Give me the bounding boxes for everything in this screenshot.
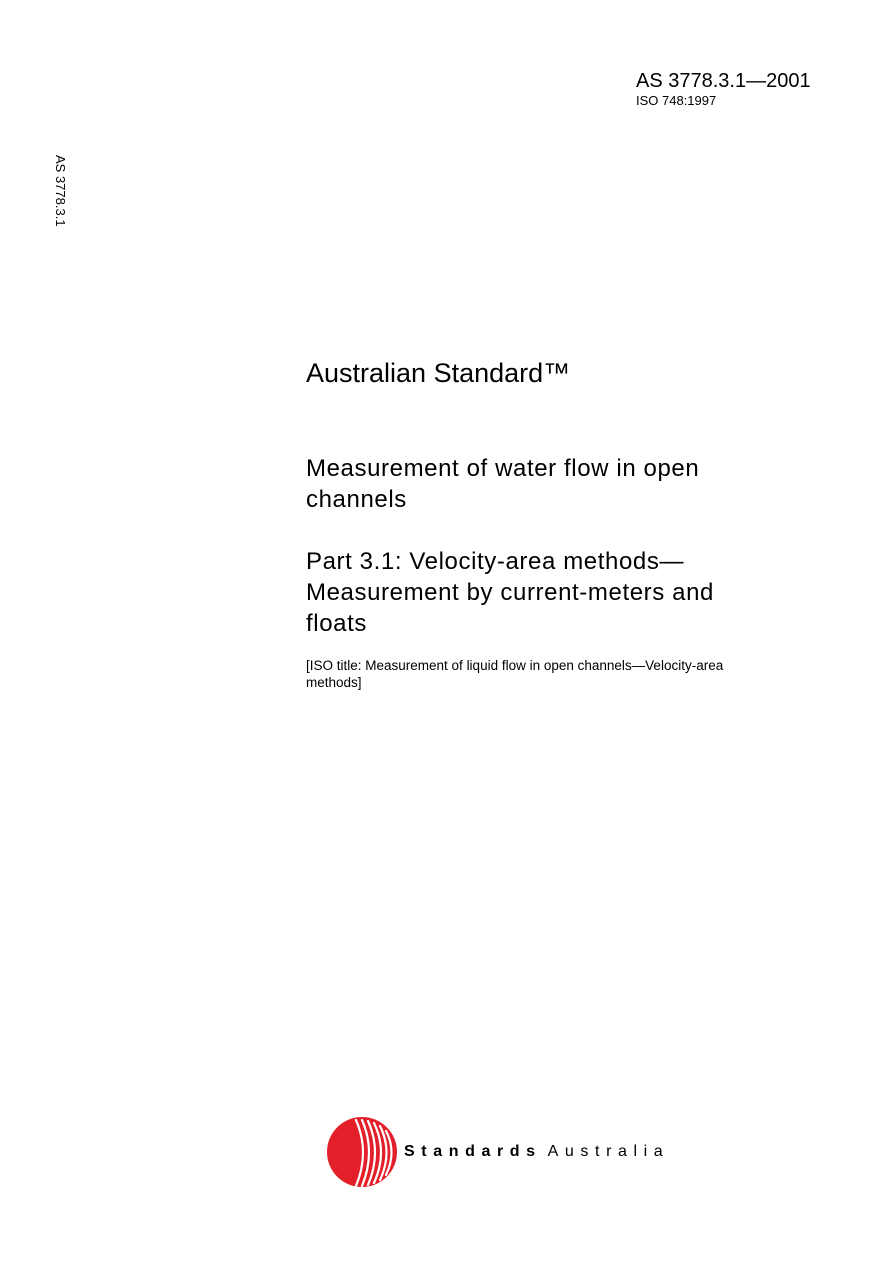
- document-title-line: channels: [306, 486, 407, 513]
- part-title-line: floats: [306, 610, 367, 637]
- standards-australia-emblem-icon: [326, 1116, 398, 1188]
- standard-number: AS 3778.3.1—2001: [636, 70, 811, 92]
- brand-title: Australian Standard™: [306, 358, 571, 388]
- logo-word-australia: Australia: [547, 1143, 670, 1160]
- document-title: [306, 453, 796, 515]
- iso-title-line: methods]: [306, 675, 362, 690]
- spine-label: [51, 155, 69, 235]
- iso-title-line: [ISO title: Measurement of liquid flow in open channels—Velocity-area: [306, 658, 724, 673]
- part-title: [306, 546, 796, 639]
- logo-word-standards: Standards: [404, 1143, 542, 1160]
- standards-australia-logo: [326, 1116, 726, 1188]
- spine-label-text: AS 3778.3.1: [53, 155, 68, 227]
- iso-number: ISO 748:1997: [636, 93, 717, 108]
- iso-title: [306, 657, 796, 691]
- part-title-line: Measurement by current-meters and: [306, 579, 714, 606]
- part-title-line: Part 3.1: Velocity-area methods—: [306, 548, 685, 575]
- document-title-line: Measurement of water flow in open: [306, 455, 700, 482]
- logo-wordmark: [404, 1141, 669, 1163]
